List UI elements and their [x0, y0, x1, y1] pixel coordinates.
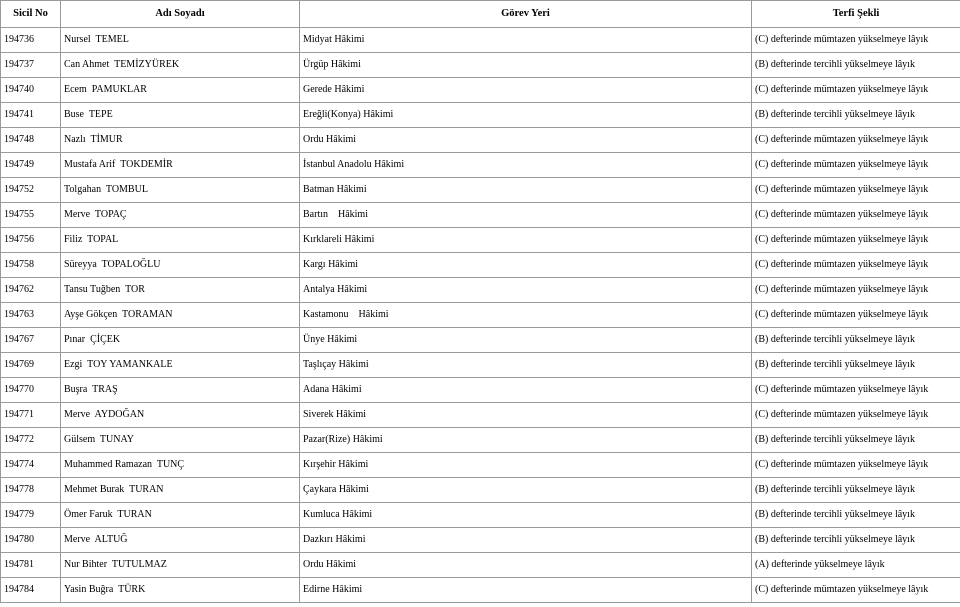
- cell-name: Merve AYDOĞAN: [61, 403, 300, 428]
- cell-promotion-type: (B) defterinde tercihli yükselmeye lâyık: [752, 328, 960, 353]
- cell-sicil-no: 194784: [1, 578, 61, 603]
- table-row: [1, 103, 960, 128]
- cell-promotion-type: (C) defterinde mümtazen yükselmeye lâyık: [752, 228, 960, 253]
- cell-promotion-type: (C) defterinde mümtazen yükselmeye lâyık: [752, 253, 960, 278]
- cell-promotion-type: (B) defterinde tercihli yükselmeye lâyık: [752, 528, 960, 553]
- cell-sicil-no: 194779: [1, 503, 61, 528]
- cell-promotion-type: (C) defterinde mümtazen yükselmeye lâyık: [752, 453, 960, 478]
- cell-duty-place: Edirne Hâkimi: [300, 578, 752, 603]
- cell-name: Mustafa Arif TOKDEMİR: [61, 153, 300, 178]
- table-row: [1, 228, 960, 253]
- cell-sicil-no: 194752: [1, 178, 61, 203]
- cell-promotion-type: (A) defterinde yükselmeye lâyık: [752, 553, 960, 578]
- cell-sicil-no: 194740: [1, 78, 61, 103]
- cell-promotion-type: (C) defterinde mümtazen yükselmeye lâyık: [752, 178, 960, 203]
- cell-name: Muhammed Ramazan TUNÇ: [61, 453, 300, 478]
- cell-name: Can Ahmet TEMİZYÜREK: [61, 53, 300, 78]
- cell-duty-place: Taşlıçay Hâkimi: [300, 353, 752, 378]
- table-row: [1, 328, 960, 353]
- cell-name: Merve ALTUĞ: [61, 528, 300, 553]
- cell-name: Ecem PAMUKLAR: [61, 78, 300, 103]
- cell-sicil-no: 194767: [1, 328, 61, 353]
- table-header-row: [1, 1, 960, 28]
- cell-sicil-no: 194756: [1, 228, 61, 253]
- table-row: [1, 478, 960, 503]
- cell-duty-place: Bartın Hâkimi: [300, 203, 752, 228]
- cell-name: Tansu Tuğben TOR: [61, 278, 300, 303]
- cell-duty-place: Gerede Hâkimi: [300, 78, 752, 103]
- cell-name: Nazlı TİMUR: [61, 128, 300, 153]
- cell-name: Pınar ÇİÇEK: [61, 328, 300, 353]
- cell-sicil-no: 194781: [1, 553, 61, 578]
- header-promotion-type: Terfi Şekli: [752, 1, 960, 28]
- cell-duty-place: Kargı Hâkimi: [300, 253, 752, 278]
- cell-sicil-no: 194749: [1, 153, 61, 178]
- cell-sicil-no: 194771: [1, 403, 61, 428]
- cell-duty-place: Siverek Hâkimi: [300, 403, 752, 428]
- cell-name: Ömer Faruk TURAN: [61, 503, 300, 528]
- cell-promotion-type: (C) defterinde mümtazen yükselmeye lâyık: [752, 203, 960, 228]
- cell-duty-place: Batman Hâkimi: [300, 178, 752, 203]
- cell-sicil-no: 194736: [1, 28, 61, 53]
- cell-name: Filiz TOPAL: [61, 228, 300, 253]
- cell-duty-place: Kırklareli Hâkimi: [300, 228, 752, 253]
- table-row: [1, 303, 960, 328]
- table-row: [1, 353, 960, 378]
- table-row: [1, 278, 960, 303]
- cell-name: Ayşe Gökçen TORAMAN: [61, 303, 300, 328]
- cell-name: Gülsem TUNAY: [61, 428, 300, 453]
- cell-name: Merve TOPAÇ: [61, 203, 300, 228]
- cell-sicil-no: 194755: [1, 203, 61, 228]
- cell-name: Buse TEPE: [61, 103, 300, 128]
- cell-promotion-type: (C) defterinde mümtazen yükselmeye lâyık: [752, 278, 960, 303]
- table-row: [1, 53, 960, 78]
- cell-name: Süreyya TOPALOĞLU: [61, 253, 300, 278]
- cell-promotion-type: (C) defterinde mümtazen yükselmeye lâyık: [752, 28, 960, 53]
- cell-sicil-no: 194737: [1, 53, 61, 78]
- cell-name: Buşra TRAŞ: [61, 378, 300, 403]
- cell-name: Yasin Buğra TÜRK: [61, 578, 300, 603]
- cell-duty-place: Ünye Hâkimi: [300, 328, 752, 353]
- table-row: [1, 428, 960, 453]
- cell-duty-place: İstanbul Anadolu Hâkimi: [300, 153, 752, 178]
- cell-promotion-type: (C) defterinde mümtazen yükselmeye lâyık: [752, 303, 960, 328]
- cell-promotion-type: (C) defterinde mümtazen yükselmeye lâyık: [752, 78, 960, 103]
- cell-sicil-no: 194770: [1, 378, 61, 403]
- cell-duty-place: Pazar(Rize) Hâkimi: [300, 428, 752, 453]
- cell-name: Ezgi TOY YAMANKALE: [61, 353, 300, 378]
- cell-promotion-type: (C) defterinde mümtazen yükselmeye lâyık: [752, 378, 960, 403]
- cell-promotion-type: (C) defterinde mümtazen yükselmeye lâyık: [752, 153, 960, 178]
- header-name: Adı Soyadı: [61, 1, 300, 28]
- cell-duty-place: Dazkırı Hâkimi: [300, 528, 752, 553]
- cell-sicil-no: 194772: [1, 428, 61, 453]
- table-row: [1, 378, 960, 403]
- table-row: [1, 253, 960, 278]
- cell-sicil-no: 194780: [1, 528, 61, 553]
- cell-name: Tolgahan TOMBUL: [61, 178, 300, 203]
- cell-duty-place: Ordu Hâkimi: [300, 553, 752, 578]
- cell-duty-place: Midyat Hâkimi: [300, 28, 752, 53]
- cell-promotion-type: (C) defterinde mümtazen yükselmeye lâyık: [752, 578, 960, 603]
- header-duty-place: Görev Yeri: [300, 1, 752, 28]
- cell-duty-place: Antalya Hâkimi: [300, 278, 752, 303]
- table-row: [1, 403, 960, 428]
- table-row: [1, 128, 960, 153]
- cell-sicil-no: 194778: [1, 478, 61, 503]
- cell-duty-place: Çaykara Hâkimi: [300, 478, 752, 503]
- table-row: [1, 503, 960, 528]
- cell-promotion-type: (C) defterinde mümtazen yükselmeye lâyık: [752, 403, 960, 428]
- cell-sicil-no: 194762: [1, 278, 61, 303]
- table-row: [1, 528, 960, 553]
- table-row: [1, 78, 960, 103]
- table-row: [1, 203, 960, 228]
- cell-promotion-type: (C) defterinde mümtazen yükselmeye lâyık: [752, 128, 960, 153]
- cell-duty-place: Ereğli(Konya) Hâkimi: [300, 103, 752, 128]
- cell-promotion-type: (B) defterinde tercihli yükselmeye lâyık: [752, 103, 960, 128]
- cell-promotion-type: (B) defterinde tercihli yükselmeye lâyık: [752, 53, 960, 78]
- cell-name: Nursel TEMEL: [61, 28, 300, 53]
- table-row: [1, 178, 960, 203]
- cell-sicil-no: 194741: [1, 103, 61, 128]
- cell-duty-place: Kastamonu Hâkimi: [300, 303, 752, 328]
- cell-promotion-type: (B) defterinde tercihli yükselmeye lâyık: [752, 428, 960, 453]
- table-row: [1, 578, 960, 603]
- cell-sicil-no: 194774: [1, 453, 61, 478]
- table-row: [1, 453, 960, 478]
- table-row: [1, 553, 960, 578]
- cell-duty-place: Ürgüp Hâkimi: [300, 53, 752, 78]
- header-sicil-no: Sicil No: [1, 1, 61, 28]
- cell-duty-place: Kumluca Hâkimi: [300, 503, 752, 528]
- table-row: [1, 28, 960, 53]
- cell-sicil-no: 194769: [1, 353, 61, 378]
- cell-name: Mehmet Burak TURAN: [61, 478, 300, 503]
- cell-name: Nur Bihter TUTULMAZ: [61, 553, 300, 578]
- table-row: [1, 153, 960, 178]
- cell-promotion-type: (B) defterinde tercihli yükselmeye lâyık: [752, 478, 960, 503]
- cell-sicil-no: 194763: [1, 303, 61, 328]
- cell-duty-place: Adana Hâkimi: [300, 378, 752, 403]
- cell-promotion-type: (B) defterinde tercihli yükselmeye lâyık: [752, 353, 960, 378]
- cell-duty-place: Kırşehir Hâkimi: [300, 453, 752, 478]
- cell-sicil-no: 194748: [1, 128, 61, 153]
- cell-duty-place: Ordu Hâkimi: [300, 128, 752, 153]
- cell-sicil-no: 194758: [1, 253, 61, 278]
- cell-promotion-type: (B) defterinde tercihli yükselmeye lâyık: [752, 503, 960, 528]
